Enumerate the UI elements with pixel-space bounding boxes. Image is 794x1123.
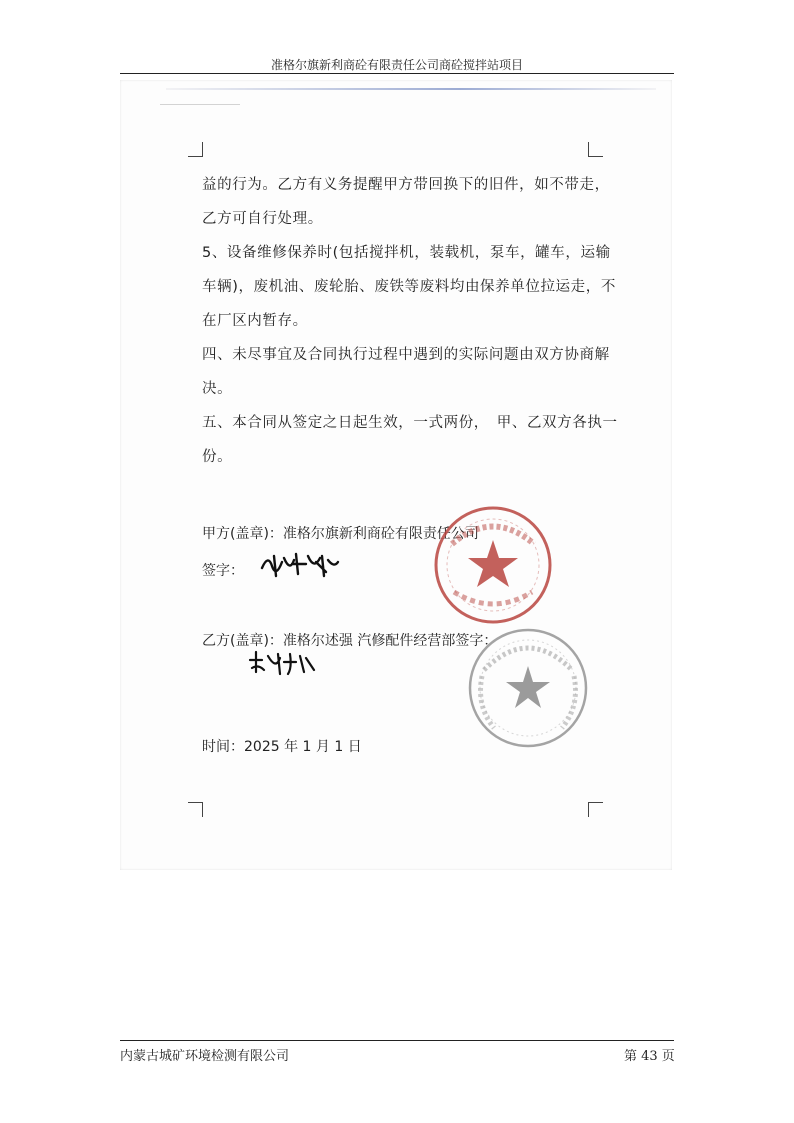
company-seal-a bbox=[432, 504, 554, 626]
party-a-line: 甲方(盖章)：准格尔旗新利商砼有限责任公司 bbox=[202, 526, 479, 542]
crop-mark-top-right bbox=[588, 142, 603, 157]
footer-rule bbox=[120, 1040, 674, 1041]
party-a-sign-label: 签字： bbox=[202, 563, 244, 579]
signature-a-image bbox=[260, 550, 340, 580]
scan-edge-artifact bbox=[166, 88, 656, 90]
paragraph: 五、本合同从签定之日起生效，一式两份， 甲、乙双方各执一份。 bbox=[202, 415, 618, 465]
page-header: 准格尔旗新利商砼有限责任公司商砼搅拌站项目 bbox=[270, 58, 523, 72]
scan-edge-artifact bbox=[160, 104, 240, 105]
footer-company: 内蒙古城矿环境检测有限公司 bbox=[120, 1049, 290, 1064]
crop-mark-bottom-right bbox=[588, 802, 603, 817]
scanned-contract-page bbox=[120, 80, 672, 870]
crop-mark-bottom-left bbox=[188, 802, 203, 817]
signature-b-image bbox=[248, 650, 318, 676]
party-b-line: 乙方(盖章)：准格尔述强 汽修配件经营部签字： bbox=[202, 633, 498, 649]
paragraph: 5、设备维修保养时(包括搅拌机，装载机，泵车，罐车，运输车辆)，废机油、废轮胎、废铁等废料均由保养单位拉运走，不在厂区内暂存。 bbox=[202, 245, 616, 329]
paragraph: 四、未尽事宜及合同执行过程中遇到的实际问题由双方协商解决。 bbox=[202, 347, 610, 397]
crop-mark-top-left bbox=[188, 142, 203, 157]
company-seal-b bbox=[466, 626, 590, 750]
contract-body bbox=[202, 168, 622, 474]
header-rule bbox=[120, 73, 674, 74]
page-number: 第 43 页 bbox=[624, 1049, 675, 1064]
signing-date: 时间：2025 年 1 月 1 日 bbox=[202, 739, 362, 755]
paragraph: 益的行为。乙方有义务提醒甲方带回换下的旧件，如不带走，乙方可自行处理。 bbox=[202, 177, 610, 227]
